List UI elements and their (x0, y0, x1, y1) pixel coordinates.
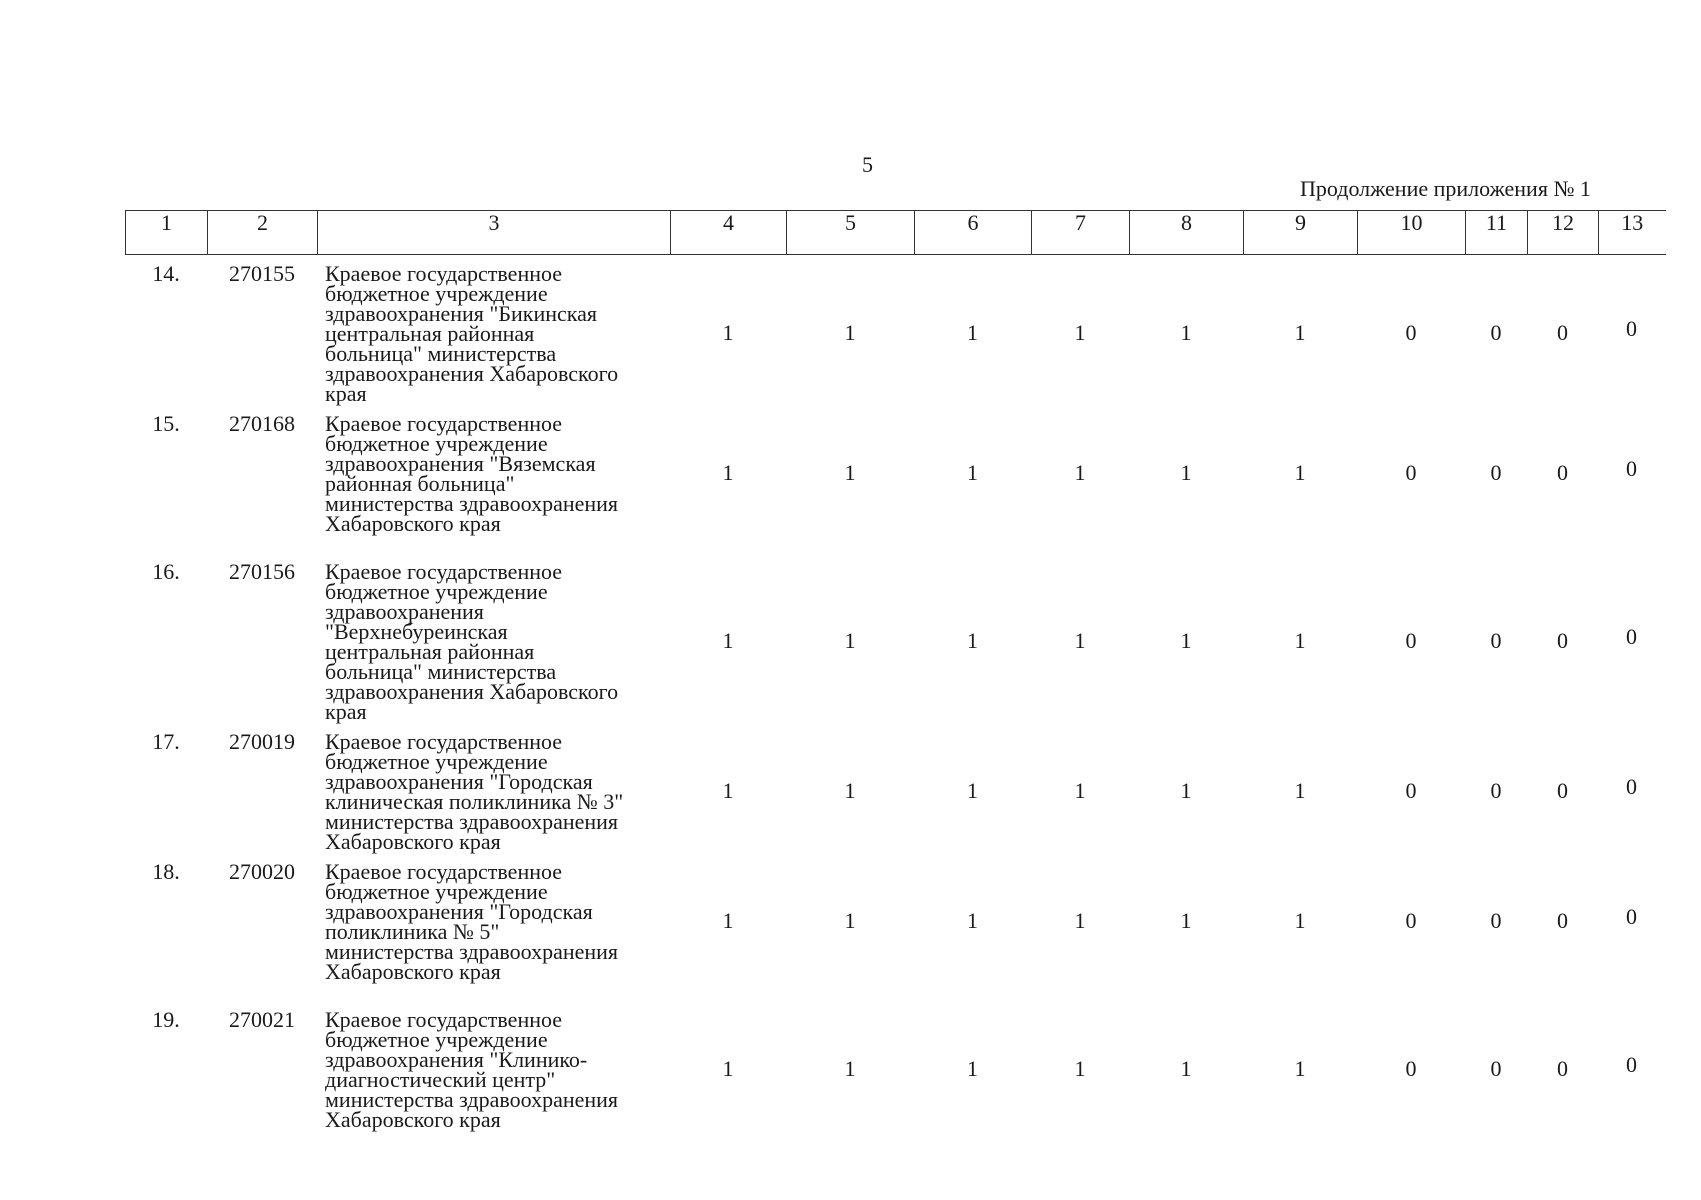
institution-name-line: Краевое государственное (325, 729, 563, 754)
value-cell-col-12: 0 (1557, 778, 1568, 803)
row-code: 270168 (229, 411, 295, 436)
value-cell-col-11: 0 (1490, 908, 1502, 933)
value-cell-col-10: 0 (1405, 460, 1417, 485)
value-cell-col-11: 0 (1490, 628, 1502, 653)
institution-name-line: Краевое государственное (325, 411, 563, 436)
value-cell-col-13: 0 (1626, 774, 1637, 799)
value-cell-col-9: 1 (1294, 320, 1306, 345)
value-cell-col-7: 1 (1074, 778, 1086, 803)
institution-name-line: бюджетное учреждение (325, 431, 548, 456)
row-number: 14. (152, 261, 180, 286)
column-header: 10 (1358, 211, 1466, 255)
row-number: 15. (152, 411, 180, 436)
value-cell-col-7: 1 (1074, 1056, 1086, 1081)
value-cell-col-7: 1 (1074, 908, 1086, 933)
row-code: 270021 (229, 1007, 295, 1032)
institution-name-line: центральная районная (325, 321, 535, 346)
column-header: 1 (126, 211, 208, 255)
value-cell-col-11: 0 (1490, 1056, 1502, 1081)
institution-name (325, 730, 660, 852)
institution-name (325, 560, 660, 722)
institution-name-line: Хабаровского края (325, 829, 501, 854)
column-header: 13 (1599, 211, 1666, 255)
institution-name (325, 262, 660, 404)
table-row (125, 262, 1665, 404)
value-cell-col-8: 1 (1180, 320, 1192, 345)
value-cell-col-5: 1 (844, 320, 856, 345)
value-cell-col-11: 0 (1490, 320, 1502, 345)
institution-name-line: бюджетное учреждение (325, 579, 548, 604)
row-code: 270156 (229, 559, 295, 584)
institution-name-line: Хабаровского края (325, 1107, 501, 1132)
institution-name-line: бюджетное учреждение (325, 1027, 548, 1052)
value-cell-col-13: 0 (1626, 456, 1637, 481)
institution-name (325, 860, 660, 982)
continuation-label: Продолжение приложения № 1 (1300, 176, 1591, 201)
value-cell-col-10: 0 (1405, 320, 1417, 345)
value-cell-col-11: 0 (1490, 460, 1502, 485)
institution-name-line: края (325, 381, 367, 406)
institution-name (325, 412, 660, 534)
value-cell-col-5: 1 (844, 1056, 856, 1081)
value-cell-col-5: 1 (844, 778, 856, 803)
institution-name-line: Краевое государственное (325, 261, 563, 286)
institution-name-line: Краевое государственное (325, 1007, 563, 1032)
column-header: 8 (1130, 211, 1244, 255)
institution-name-line: здравоохранения "Вяземская (325, 451, 596, 476)
value-cell-col-13: 0 (1626, 624, 1637, 649)
value-cell-col-7: 1 (1074, 628, 1086, 653)
value-cell-col-6: 1 (967, 320, 978, 345)
table-row (125, 560, 1665, 722)
value-cell-col-12: 0 (1557, 1056, 1568, 1081)
value-cell-col-9: 1 (1294, 908, 1306, 933)
column-header: 9 (1244, 211, 1358, 255)
institution-name-line: здравоохранения "Городская (325, 899, 593, 924)
value-cell-col-10: 0 (1405, 908, 1417, 933)
value-cell-col-12: 0 (1557, 320, 1568, 345)
institution-name-line: здравоохранения Хабаровского (325, 361, 619, 386)
value-cell-col-4: 1 (722, 628, 734, 653)
institution-name-line: края (325, 699, 367, 724)
institution-name-line: здравоохранения (325, 599, 484, 624)
column-header-table (125, 210, 1666, 255)
column-header: 7 (1032, 211, 1130, 255)
row-code: 270020 (229, 859, 295, 884)
value-cell-col-10: 0 (1405, 628, 1417, 653)
institution-name-line: министерства здравоохранения (325, 491, 619, 516)
page-number: 5 (862, 152, 873, 177)
value-cell-col-10: 0 (1405, 778, 1417, 803)
institution-name-line: больница" министерства (325, 341, 557, 366)
institution-name-line: здравоохранения "Бикинская (325, 301, 598, 326)
value-cell-col-12: 0 (1557, 460, 1568, 485)
row-number: 19. (152, 1007, 180, 1032)
value-cell-col-5: 1 (844, 628, 856, 653)
value-cell-col-4: 1 (722, 778, 734, 803)
institution-name-line: министерства здравоохранения (325, 1087, 619, 1112)
value-cell-col-6: 1 (967, 628, 978, 653)
column-header: 4 (671, 211, 787, 255)
institution-name-line: центральная районная (325, 639, 535, 664)
value-cell-col-5: 1 (844, 908, 856, 933)
institution-name-line: бюджетное учреждение (325, 879, 548, 904)
value-cell-col-8: 1 (1180, 1056, 1192, 1081)
value-cell-col-13: 0 (1626, 904, 1637, 929)
value-cell-col-8: 1 (1180, 628, 1192, 653)
value-cell-col-13: 0 (1626, 1052, 1637, 1077)
row-number: 17. (152, 729, 180, 754)
value-cell-col-9: 1 (1294, 628, 1306, 653)
value-cell-col-13: 0 (1626, 316, 1637, 341)
institution-name-line: министерства здравоохранения (325, 939, 619, 964)
row-code: 270155 (229, 261, 295, 286)
institution-name-line: поликлиника № 5" (325, 919, 500, 944)
institution-name-line: диагностический центр" (325, 1067, 556, 1092)
value-cell-col-4: 1 (722, 1056, 734, 1081)
value-cell-col-10: 0 (1405, 1056, 1417, 1081)
value-cell-col-6: 1 (967, 1056, 978, 1081)
column-header: 11 (1466, 211, 1528, 255)
institution-name-line: больница" министерства (325, 659, 557, 684)
institution-name-line: бюджетное учреждение (325, 281, 548, 306)
table-row (125, 730, 1665, 852)
value-cell-col-4: 1 (722, 320, 734, 345)
value-cell-col-5: 1 (844, 460, 856, 485)
value-cell-col-6: 1 (967, 778, 978, 803)
institution-name-line: здравоохранения "Городская (325, 769, 593, 794)
row-code: 270019 (229, 729, 295, 754)
table-row (125, 1008, 1665, 1130)
institution-name-line: Краевое государственное (325, 559, 563, 584)
institution-name-line: "Верхнебуреинская (325, 619, 508, 644)
value-cell-col-6: 1 (967, 460, 978, 485)
column-header: 3 (318, 211, 671, 255)
institution-name-line: министерства здравоохранения (325, 809, 619, 834)
institution-name-line: клиническая поликлиника № 3" (325, 789, 624, 814)
institution-name-line: районная больница" (325, 471, 515, 496)
table-body (125, 262, 1665, 1130)
value-cell-col-8: 1 (1180, 778, 1192, 803)
row-number: 16. (152, 559, 180, 584)
value-cell-col-7: 1 (1074, 320, 1086, 345)
value-cell-col-12: 0 (1557, 628, 1568, 653)
institution-name (325, 1008, 660, 1130)
column-header: 5 (787, 211, 915, 255)
institution-name-line: здравоохранения "Клинико- (325, 1047, 588, 1072)
value-cell-col-8: 1 (1180, 908, 1192, 933)
institution-name-line: Хабаровского края (325, 959, 501, 984)
value-cell-col-12: 0 (1557, 908, 1568, 933)
institution-name-line: здравоохранения Хабаровского (325, 679, 619, 704)
institution-name-line: Хабаровского края (325, 511, 501, 536)
institution-name-line: бюджетное учреждение (325, 749, 548, 774)
column-header: 2 (208, 211, 318, 255)
value-cell-col-6: 1 (967, 908, 978, 933)
column-header: 12 (1528, 211, 1599, 255)
table-row (125, 412, 1665, 534)
value-cell-col-4: 1 (722, 908, 734, 933)
column-header-row (126, 211, 1666, 255)
value-cell-col-9: 1 (1294, 778, 1306, 803)
value-cell-col-9: 1 (1294, 460, 1306, 485)
value-cell-col-7: 1 (1074, 460, 1086, 485)
value-cell-col-4: 1 (722, 460, 734, 485)
value-cell-col-8: 1 (1180, 460, 1192, 485)
table-row (125, 860, 1665, 982)
row-number: 18. (152, 859, 180, 884)
column-header: 6 (915, 211, 1032, 255)
value-cell-col-9: 1 (1294, 1056, 1306, 1081)
value-cell-col-11: 0 (1490, 778, 1502, 803)
institution-name-line: Краевое государственное (325, 859, 563, 884)
